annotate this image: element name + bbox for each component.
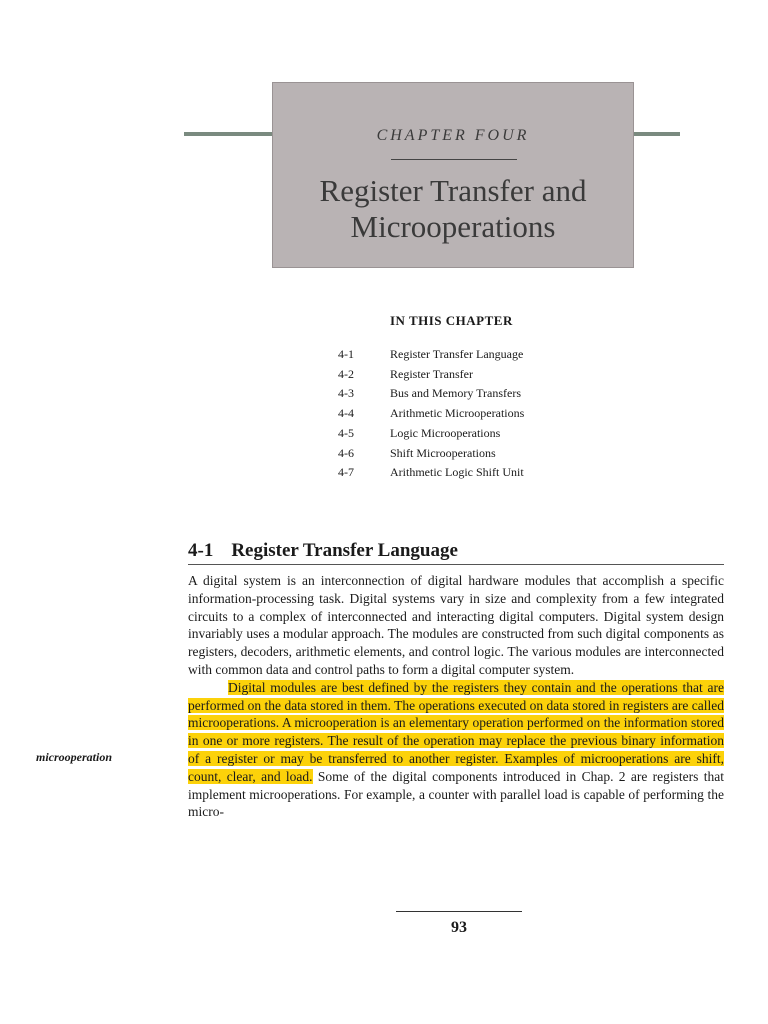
section-heading	[188, 540, 724, 565]
toc-item	[338, 424, 524, 444]
toc-heading: IN THIS CHAPTER	[390, 313, 513, 328]
toc-item-title: Bus and Memory Transfers	[390, 386, 521, 401]
toc-item-number: 4-2	[338, 366, 354, 381]
chapter-label: CHAPTER FOUR	[376, 127, 530, 144]
toc-item-title: Arithmetic Microoperations	[390, 406, 525, 421]
toc-item-title: Logic Microoperations	[390, 425, 501, 440]
toc-item-title: Arithmetic Logic Shift Unit	[390, 465, 524, 480]
body-text	[188, 572, 724, 821]
toc-item	[338, 444, 524, 464]
toc-item-number: 4-1	[338, 347, 354, 361]
toc-item-title: Shift Microoperations	[390, 445, 496, 460]
toc-item-number: 4-5	[338, 425, 354, 440]
toc-item	[338, 404, 524, 424]
chapter-title: Register Transfer and Microoperations	[319, 173, 587, 244]
chapter-rule-left	[184, 132, 274, 136]
page-number: 93	[451, 919, 467, 936]
toc-item	[338, 463, 524, 483]
toc-item-title: Register Transfer Language	[390, 347, 524, 361]
chapter-rule-right	[634, 132, 680, 136]
paragraph-1: A digital system is an interconnection of digital hardware modules that accomplish a specific information-processing task. Digital systems vary in size and complexity from a few integrated circuits to a complex of interconnected and interacting digital computers. Digital system design invariably uses a modular approach. The modules are constructed from such digital components as registers, decoders, arithmetic elements, and control logic. The various modules are interconnected with common data and control paths to form a digital computer system.	[188, 573, 724, 677]
toc-item-number: 4-6	[338, 445, 354, 460]
toc-item-number: 4-3	[338, 386, 354, 401]
highlighted-text: Digital modules are best defined by the registers they contain and the operations that are performed on the data stored in them. The operations executed on data stored in registers are called microoperations. A microoperation is an elementary operation performed on the information stored in one or more registers. The result of the operation may replace the previous binary information of a register or may be transferred to another register. Examples of microoperations are shift, count, clear, and load.	[188, 679, 724, 784]
toc-item	[338, 384, 524, 404]
paragraph-2	[188, 679, 724, 821]
toc-item	[338, 345, 524, 365]
toc-item-number: 4-7	[338, 465, 354, 480]
toc-item-title: Register Transfer	[390, 366, 473, 381]
toc-list	[338, 345, 524, 483]
chapter-label-underline	[391, 159, 517, 160]
footer-rule	[396, 911, 522, 912]
toc-item	[338, 365, 524, 385]
chapter-header-box	[272, 82, 634, 268]
toc-item-number: 4-4	[338, 406, 354, 421]
section-title: Register Transfer Language	[231, 540, 458, 561]
section-number: 4-1	[188, 540, 214, 561]
paragraph-2-rest: Some of the digital components introduced in Chap. 2 are registers that implement microoperations. For example, a counter with parallel load is capable of performing the micro-	[188, 768, 724, 820]
margin-note: microoperation	[36, 750, 113, 764]
